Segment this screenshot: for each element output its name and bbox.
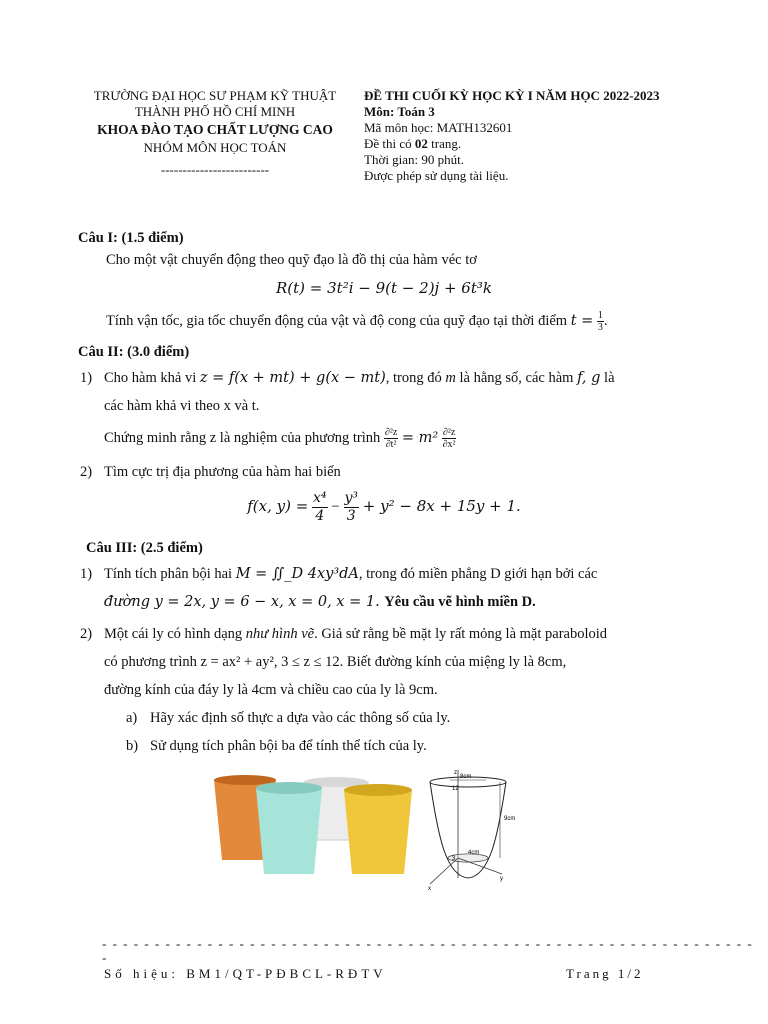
subject-group: NHÓM MÔN HỌC TOÁN bbox=[143, 140, 287, 155]
q2-title: Câu II: (3.0 điểm) bbox=[78, 344, 190, 360]
bottom-z-label: 3 bbox=[452, 856, 456, 862]
header-right bbox=[364, 88, 744, 184]
header-left bbox=[70, 88, 360, 178]
q2-item2: 2) Tìm cực trị địa phương của hàm hai biến bbox=[80, 464, 341, 480]
page-count: Đề thi có 02 trang. bbox=[364, 136, 462, 151]
header-divider: ------------------------- bbox=[160, 162, 270, 177]
height-label: 9cm bbox=[504, 816, 516, 822]
q1-task: Tính vận tốc, gia tốc chuyển động của vật và độ cong của quỹ đạo tại thời điểm t = $\frac{1}{3}$ . bbox=[106, 310, 608, 333]
page-number: Trang 1/2 bbox=[566, 966, 644, 981]
exam-title: ĐỀ THI CUỐI KỲ HỌC KỲ I NĂM HỌC 2022-2023 bbox=[364, 88, 660, 103]
exam-duration: Thời gian: 90 phút. bbox=[364, 152, 465, 167]
q3-item2: 2) Một cái ly có hình dạng như hình vẽ. Giả sử rằng bề mặt ly rất mỏng là mặt paraboloid có phương trình z = ax² + ay², 3 ≤ z ≤ 12. Biết đường kính của miệng ly là 8cm, đường kính của đáy ly là 4cm và chiều cao của ly là 9cm. a) Hãy xác định số thực a dựa vào các thông số của ly. b) Sử dụng tích phân bội ba để tính thể tích của ly. bbox=[80, 626, 608, 754]
z-axis-label: z bbox=[454, 770, 457, 776]
course-code: Mã môn học: MATH132601 bbox=[364, 120, 513, 135]
q2-function: f(x, y) = $\frac{\text{x⁴}}{4}$ − $\frac{\text{y³}}{3}$ + y² − 8x + 15y + 1. bbox=[247, 490, 521, 524]
document-code: Số hiệu: BM1/QT-PĐBCL-RĐTV bbox=[104, 966, 387, 981]
q1-formula: R(t) = 3t²i − 9(t − 2)j + 6t³k bbox=[276, 279, 492, 297]
paraboloid-diagram bbox=[424, 766, 534, 896]
university-city: THÀNH PHỐ HỒ CHÍ MINH bbox=[134, 104, 296, 119]
top-diameter-label: 8cm bbox=[460, 774, 472, 780]
q1-intro: Cho một vật chuyển động theo quỹ đạo là đồ thị của hàm véc tơ bbox=[106, 252, 477, 268]
top-z-label: 12 bbox=[452, 786, 459, 792]
cup-mint bbox=[256, 782, 322, 874]
q1-title: Câu I: (1.5 điểm) bbox=[78, 230, 184, 246]
q3-title: Câu III: (2.5 điểm) bbox=[86, 540, 203, 556]
faculty-name: KHOA ĐÀO TẠO CHẤT LƯỢNG CAO bbox=[97, 122, 333, 137]
footer-divider-tail: - bbox=[102, 950, 107, 965]
q2-item1: 1) Cho hàm khả vi z = f(x + mt) + g(x − mt), trong đó m là hằng số, các hàm f, g là các hàm khả vi theo x và t. Chứng minh rằng z là nghiệm của phương trình $\frac{\text{∂²z}}{\text{∂t²}}$ = m² $\frac{\text{∂²z}}{\text{∂x²}}$ bbox=[80, 370, 615, 451]
q3-item1: 1) Tính tích phân bội hai M = ∬_D 4xy³dA, trong đó miền phẳng D giới hạn bởi các đường y = 2x, y = 6 − x, x = 0, x = 1. Yêu cầu vẽ hình miền D. bbox=[80, 566, 598, 610]
cups-photo bbox=[206, 770, 426, 880]
footer-divider: - - - - - - - - - - - - - - - - - - - - - - - - - - - - - - - - - - - - - - - - - - - - - - - - - - - - - - - - - - - - - - bbox=[102, 936, 754, 951]
cup-yellow bbox=[344, 784, 412, 874]
university-name: TRƯỜNG ĐẠI HỌC SƯ PHẠM KỸ THUẬT bbox=[93, 88, 337, 103]
materials-note: Được phép sử dụng tài liệu. bbox=[364, 168, 509, 183]
bottom-diameter-label: 4cm bbox=[468, 850, 480, 856]
subject-name: Môn: Toán 3 bbox=[364, 104, 435, 119]
y-axis-label: y bbox=[500, 876, 503, 882]
x-axis-label: x bbox=[428, 886, 431, 892]
